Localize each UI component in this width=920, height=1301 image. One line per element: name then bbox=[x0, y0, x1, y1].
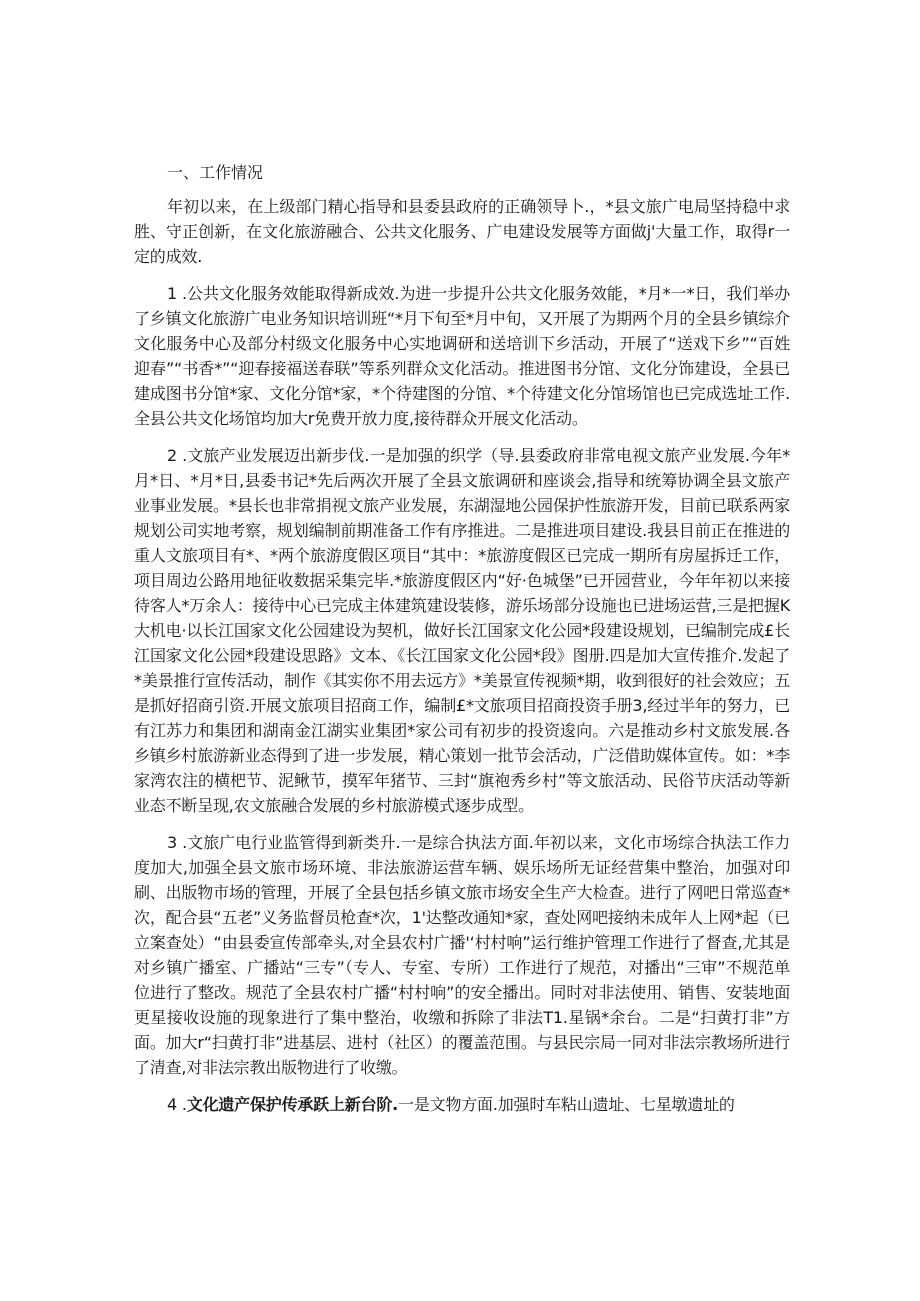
paragraph-4-bold-title: 文化遗产保护传承跃上新台阶. bbox=[186, 1095, 399, 1114]
paragraph-1-public-culture: 1 .公共文化服务效能取得新成效.为进一步提升公共文化服务效能，*月*一*日，我们举办了乡镇文化旅游广电业务知识培训班“*月下旬至*月中旬，又开展了为期两个月的全县乡镇综介文化服务中心及部分村级文化服务中心实地调研和送培训下乡活动，开展了“送戏下乡”“百姓迎春”“书香*”“迎春接福送春联”等系列群众文化活动。推进图书分馆、文化分饰建设，全县已建成图书分馆*家、文化分馆*家，*个待建图的分馆、*个待建文化分馆场馆也已完成选址工作.全县公共文化场馆均加大r免费开放力度,接待群众开展文化活动。 bbox=[134, 284, 790, 428]
paragraph-2-tourism-industry: 2 .文旅产业发展迈出新步伐.一是加强的织学（导.县委政府非常电视文旅产业发展.今年*月*日、*月*日,县委书记*先后两次开展了全县文旅调研和座谈会,指导和统筹协调全县文旅产业事业发展。*县长也非常捐视文旅产业发展，东湖湿地公园保护性旅游开发，目前已联系两家规划公司实地考察，规划编制前期准备工作有序推进。二是推进项目建设.我县目前正在推进的重人文旅项目有*、*两个旅游度假区项目“其中：*旅游度假区已完成一期所有房屋拆迁工作，项目周边公路用地征收数据采集完毕.*旅游度假区内“好·色城堡”已开园营业，今年年初以来接待客人*万余人：接待中心已完成主体建筑建设装修，游乐场部分设施也已进场运营,三是把握K大机电·以长江国家文化公园建设为契机，做好长江国家文化公园*段建设规划，已编制完成£长江国家文化公园*段建设思路》文本、《长江国家文化公园*段》图册.四是加大宣传推介.发起了*美景推行宣传活动，制作《其实你不用去远方》*美景宣传视频*期，收到很好的社会效应；五是抓好招商引资.开展文旅项目招商工作，编制£*文旅项目招商投资手册3,经过半年的努力，已有江苏力和集团和湖南金江湖实业集团*家公司有初步的投资逡向。六是推动乡村文旅发展.各乡镇乡村旅游新业态得到了进一步发展，精心策划一批节会活动，广泛借助媒体宣传。如：*李家湾农注的横杷节、泥鳅节，摸军年猪节、三封“旗袍秀乡村”等文旅活动、民俗节庆活动等新业态不断呈现,农文旅融合发展的乡村旅游模式逐步成型。 bbox=[134, 446, 790, 815]
paragraph-3-industry-supervision: 3 .文旅广电行业监管得到新类升.一是综合执法方面.年初以来，文化市场综合执法工作力度加大,加强全县文旅市场环境、非法旅游运营车辆、娱乐场所无证经营集中整治，加强对印刷、出版物市场的管理，开展了全县包括乡镇文旅市场安全生产大检查。进行了网吧日常巡查*次，配合县“五老”义务监督员枪查*次，1'达整改通知*家，查处网吧接纳未成年人上网*起（已立案查处）“由县委宣传部牵头,对全县农村广播'‘村村响”运行维护管理工作进行了督查,尤其是对乡镇广播室、广播站“三专”（专人、专室、专所）工作进行了规范，对播出“三审”不规范单位进行了整改。规范了全县农村广播“村村响”的安全播出。同时对非法使用、销售、安装地面更星接收设施的现象进行了集中整治，收缴和拆除了非法T1.星锅*余台。二是“扫黄打非”方面。加大r“扫黄打非”进基层、进村（社区）的覆盖范围。与县民宗局一同对非法宗教场所进行了清查,对非法宗教出版物进行了收缴。 bbox=[134, 833, 790, 1077]
paragraph-4-number: 4 . bbox=[167, 1095, 187, 1114]
intro-paragraph: 年初以来，在上级部门精心指导和县委县政府的正确领导卜.，*县文旅广电局坚持稳中求胜、守正创新，在文化旅游融合、公共文化服务、广电建设发展等方面做j'大量工作，取得r一定的成效. bbox=[134, 197, 790, 266]
paragraph-4-text: 一是文物方面.加强时车粘山遗址、七星墩遗址的 bbox=[398, 1095, 735, 1114]
section-heading: 一、工作情况 bbox=[167, 163, 264, 182]
document-body bbox=[134, 158, 790, 1129]
paragraph-4-cultural-heritage bbox=[134, 1092, 790, 1117]
